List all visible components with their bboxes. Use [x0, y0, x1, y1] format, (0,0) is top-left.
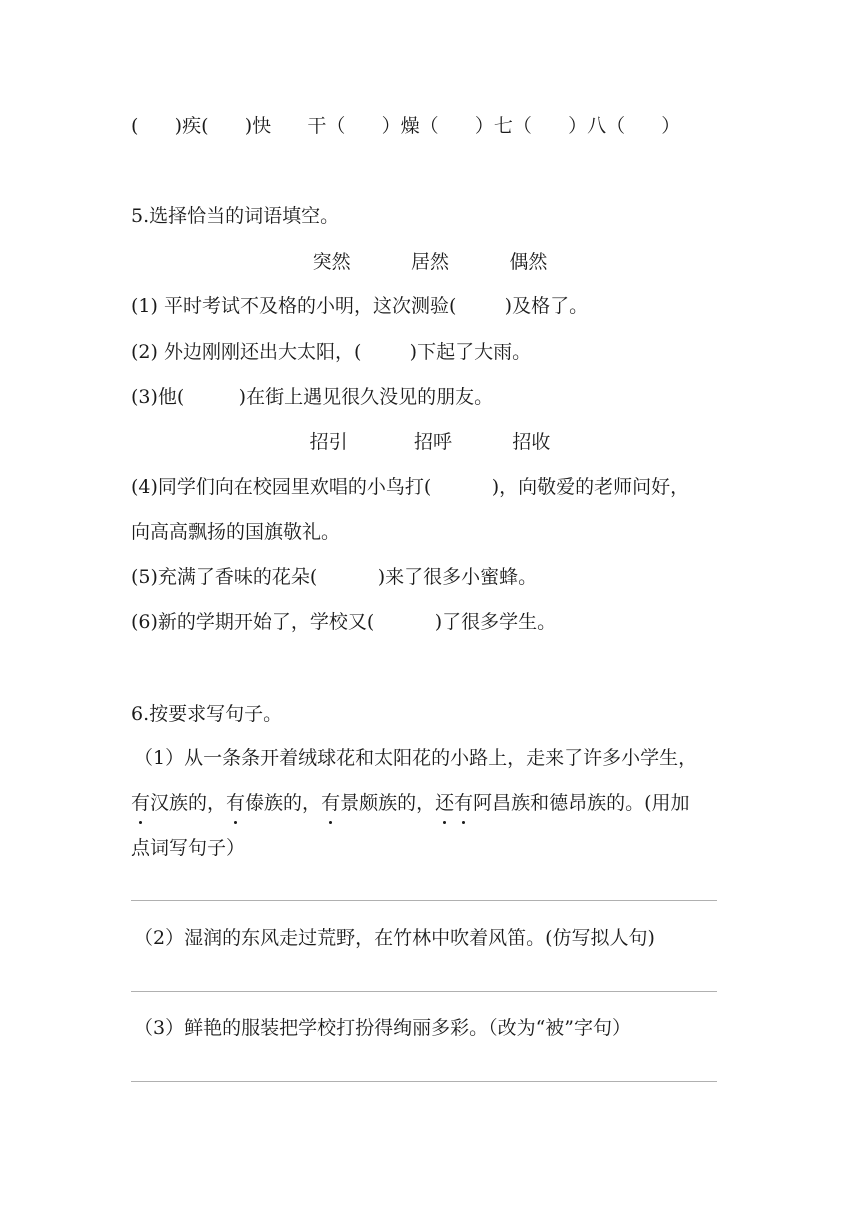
q6-item-1-line2: 有汉族的，有傣族的，有景颇族的，还有阿昌族和德昂族的。(用加 [131, 789, 690, 817]
dotted-char: 有 [454, 789, 473, 817]
dotted-char: 有 [321, 789, 340, 817]
q5-item-1: (1) 平时考试不及格的小明，这次测验( )及格了。 [131, 295, 589, 317]
q5-item-4-line2: 向高高飘扬的国旗敬礼。 [131, 521, 341, 543]
q5-word-options-2: 招引 招呼 招收 [309, 431, 551, 453]
q6-item-2: （2）湿润的东风走过荒野，在竹林中吹着风笛。(仿写拟人句) [134, 927, 655, 949]
q5-item-2: (2) 外边刚刚还出大太阳，( )下起了大雨。 [131, 341, 532, 363]
q5-item-3: (3)他( )在街上遇见很久没见的朋友。 [131, 386, 494, 408]
q4-fill-in-row: ( )疾( )快 干（ ）燥（ ）七（ ）八（ ） [131, 115, 681, 137]
q5-word-options-1: 突然 居然 偶然 [312, 251, 548, 273]
q5-item-5: (5)充满了香味的花朵( )来了很多小蜜蜂。 [131, 566, 538, 588]
q6-item-1-line3: 点词写句子） [131, 837, 246, 859]
q5-item-4-line1: (4)同学们向在校园里欢唱的小鸟打( )，向敬爱的老师问好， [131, 476, 690, 498]
answer-line-2[interactable] [131, 991, 717, 992]
q6-title: 6.按要求写句子。 [131, 703, 283, 725]
answer-line-1[interactable] [131, 900, 717, 901]
dotted-char: 还 [435, 789, 454, 817]
answer-line-3[interactable] [131, 1081, 717, 1082]
dotted-char: 有 [131, 789, 150, 817]
q6-item-3: （3）鲜艳的服装把学校打扮得绚丽多彩。（改为“被”字句） [134, 1017, 632, 1039]
q6-item-1-line1: （1）从一条条开着绒球花和太阳花的小路上，走来了许多小学生， [134, 747, 698, 769]
q5-title: 5.选择恰当的词语填空。 [131, 205, 340, 227]
q5-item-6: (6)新的学期开始了，学校又( )了很多学生。 [131, 611, 557, 633]
dotted-char: 有 [226, 789, 245, 817]
